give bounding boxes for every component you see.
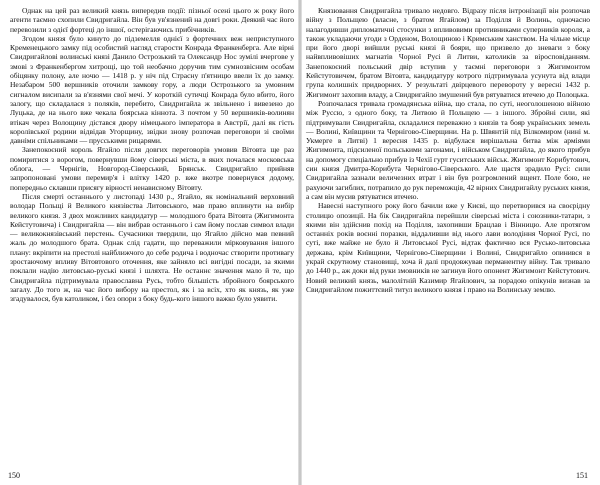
right-page-text: [306, 6, 590, 294]
paragraph: Навесні наступного року його бачили вже у Києві, що перетворився на своєрідну столицю опозиції. На бік Свидригайла перейшли сіверські міста і союзники-татари, з якими він здійснив похід на Поділля, захопивши Брацлав і Вінницю. Але протягом останніх років воєнні поразки, віддаливши від нього лави володіння Чорної Русі, по суті, вже майже не було й Литовської Русі, відтак фактично вся Русько-литовська держава, крім Київщини, Чернігово-Сіверщини і Волині, Свидригайло опинився в украй скрутному становищі, хоча й далі продовжував перманентну війну. Так тривало до 1440 р., аж доки від руки змовників не загинув його опонент Жигимонт Кейстутович. Новий великий князь, малолітній Казимир Ягайлович, за порадою опікунів визнав за Свидригайлом пожиттєвий титул великого князя і право на Волинську землю.: [306, 201, 590, 294]
left-page-text: [10, 6, 294, 304]
page-number-left: 150: [8, 471, 20, 480]
paragraph: Занепокоєний король Ягайло після довгих переговорів умовив Вітовта ще раз помиритися з ворогом, повернувши йому сіверські міста, в яких почалася московська облога, — Чернігів, Новгород-Сіверський, Брянськ. Свидригайло прийняв запропоновані умови перемир'я і влітку 1420 р. вже вкотре повернувся додому, попередньо склавши присягу вірності ненависному Вітовту.: [10, 145, 294, 192]
paragraph: Після смерті останнього у листопаді 1430 р., Ягайло, як номінальний верховний володар Польщі й Великого князівства Литовського, мав право вплинути на вибір великого князя. З двох можливих кандидатур — молодшого брата Вітовта (Жигимонта Кейстутовича) і Свидригайла — він вибрав останнього і сам йому послав символ влади — великокнязівський перстень. Сучасники твердили, що Ягайло дійсно мав певний жаль до молодшого брата. Однак слід гадати, що переважили мірковування іншого плану: вкріпити на престолі найближчого до себе родича і водночас створити противагу зростаючому впливу Вітовтового оточення, яке зайняло всі вигідні посади, за якими поклали надію литовсько-руські князі і шляхта. Не останнє значення мало й те, що Свидригайла підтримувала православна Русь, тобто більшість збройного боярського загалу. До того ж, на час його вибору на престол, як і за всіх, хто як князь, як уже згадувалося, був католиком, і без опори з боку будь-кого іншого важко було уявити.: [10, 191, 294, 304]
right-page: [300, 0, 600, 485]
paragraph: Розпочалася тривала громадянська війна, що стала, по суті, неоголошеною війною між Руссю, з одного боку, та Литвою й Польщею — з іншого. Збройні сили, які підтримували Свидригайла, складалися переважно з князів та бояр українських земель — Волині, Київщини та Чернігово-Сіверщини. На р. Швянтій під Вілкомиром (нині м. Укмерге в Литві) 1 вересня 1435 р. відбулася вирішальна битва між арміями Жигимонта, підсиленої польськими загонами, і військом Свидригайла, до якого прибув на допомогу спеціально прибув із Чехії гурт гуситських військ. Жигимонт Корибутович, син князя Дмитра-Корибута Чернігово-Сіверського. Але щастя зрадило Русі: сили Свидригайла зазнали величезних втрат і він був розгромлений вщент. Поле бою, не рахуючи загиблих, потрапило до рук переможців, 42 вірних Свидригайлу руських князя, а сам він мусив рятуватися втечею.: [306, 98, 590, 201]
paragraph: Однак на цей раз великий князь випередив події: пізньої осені цього ж року його агенти таємно схопили Свидригайла. Він був ув'язнений на довгі роки. Деякий час його перевозили з одієї фортеці до іншої, остерігаючись прибічників.: [10, 6, 294, 34]
page-number-right: 151: [576, 471, 588, 480]
paragraph: Згодом князя було кинуто до підземелля однієї з фортечних веж неприступного Кременецького замку під особистий нагляд старости Конрада Франкенберга. Але вірні Свидригайлові волинські князі Данило Острозький та Олександр Нос зумілі вчергове у змові з Франкенбергом хитрощі, що той необачно доручив тим сумнозвісним особам обіцянку полону, але ночю — 1418 р. у ніч під Страсну п'ятницю ввели їх до замку. Незабаром 500 вершників оточили замкову гору, а люди Острозького за умовним сигналом висипали за в'язнями свої мечі. У короткій сутичці Конрада було вбито, його залогу, що складалася з поляків, перебито, Свидригайла ж звільнено і вивезено до Луцька, де на нього вже чекала боярська кіннота. З почтом у 50 вершників-волинян втікач через Волощину дістався двору німецького імператора в Австрії, далі як гість королівської родини відвідав Угорщину, звідки знову розпочав переговори зі своїми давніми спільниками — прусськими рицарями.: [10, 33, 294, 146]
paragraph: Князювання Свидригайла тривало недовго. Відразу після інтронізації він розпочав війну з Польщею (власне, з братом Ягайлом) за Поділля й Волинь, одночасно налагодивши дипломатичні стосунки з впливовими противниками суперників короля, а також укладаючи угоди з Орденом, Волощиною і Кримським ханством. На чільне місце при його дворі вийшли руські князі й бояри, що призвело до зневаги з боку найвпливовіших магнатів Чорної Русі й Литви, католиків за віросповіданням. Занепокоєний польський двір вступив у таємні переговори з Жигимонтом Кейстутовичем, братом Вітовта, кандидатуру котрого підтримувала усунута від влади група колишніх придворних. У результаті двірцевого перевороту у вересні 1432 р. Жигимонт захопив владу, а Свидригайло змушений був рятуватися втечею до Полоцька.: [306, 6, 590, 99]
